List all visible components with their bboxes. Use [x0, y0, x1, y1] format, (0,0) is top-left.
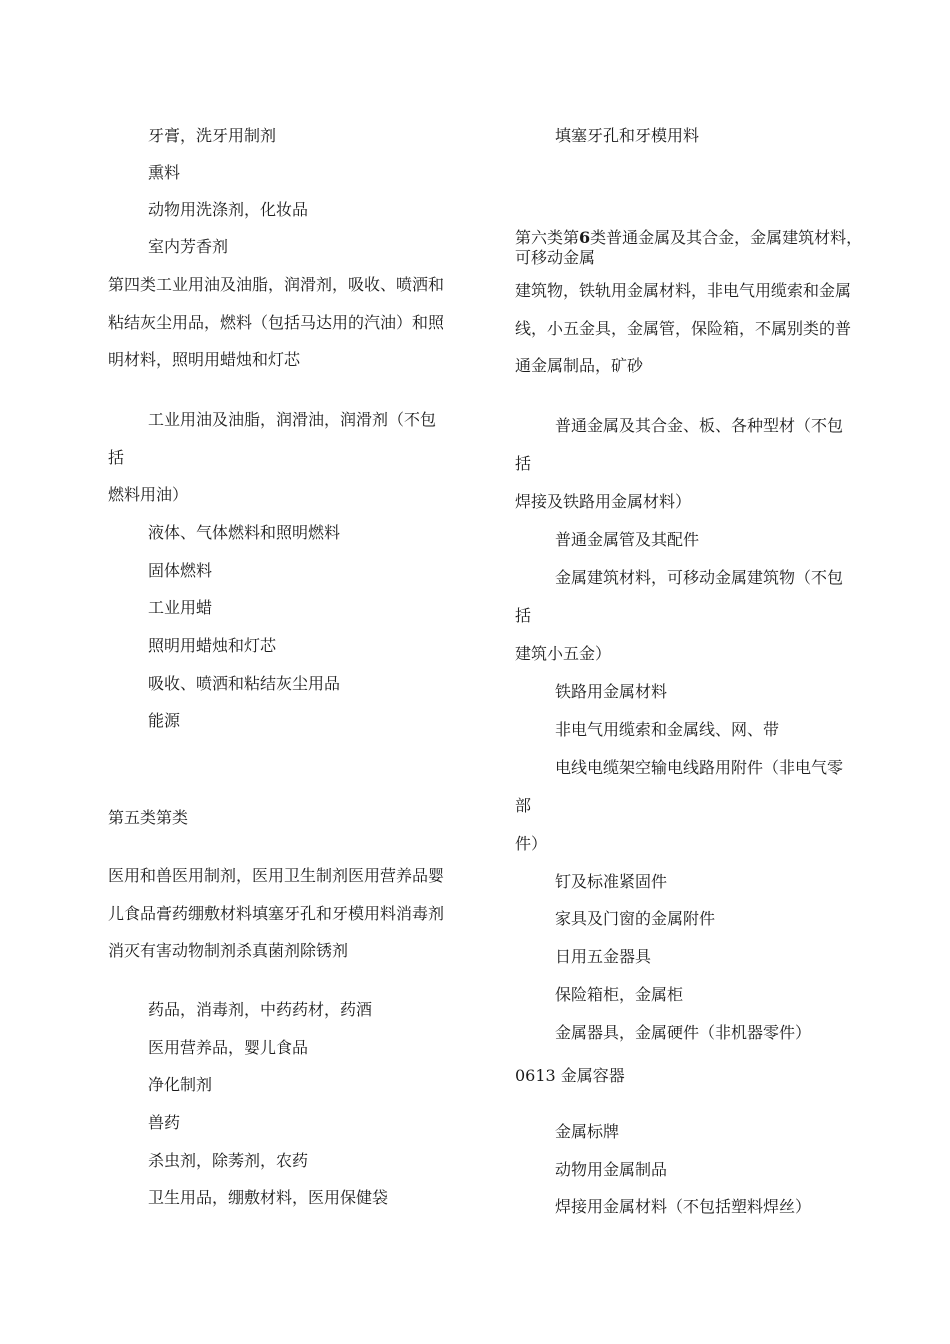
item-nails-fasteners: 钉及标准紧固件	[555, 872, 668, 891]
item-common-metals-cont2: 焊接及铁路用金属材料）	[515, 492, 692, 511]
class4-heading-line1: 第四类工业用油及油脂，润滑剂，吸收、喷洒和	[108, 275, 445, 294]
class5-title: 第五类第类	[108, 808, 189, 827]
class5-heading-line1: 医用和兽医用制剂，医用卫生制剂医用营养品婴	[108, 866, 445, 885]
item-dental-filling: 填塞牙孔和牙模用料	[555, 126, 700, 145]
item-railway-metals: 铁路用金属材料	[555, 682, 668, 701]
item-metal-signs: 金属标牌	[555, 1122, 620, 1141]
item-metal-building-materials: 金属建筑材料，可移动金属建筑物（不包	[555, 568, 844, 587]
item-industrial-wax: 工业用蜡	[148, 598, 213, 617]
item-safes: 保险箱柜，金属柜	[555, 985, 684, 1004]
class4-heading-line3: 明材料，照明用蜡烛和灯芯	[108, 350, 301, 369]
item-room-fragrance: 室内芳香剂	[148, 237, 229, 256]
item-fumigant: 熏料	[148, 163, 181, 182]
class5-heading-line2: 儿食品膏药绷敷材料填塞牙孔和牙模用料消毒剂	[108, 904, 445, 923]
item-medical-nutrition: 医用营养品，婴儿食品	[148, 1038, 309, 1057]
item-common-metals: 普通金属及其合金、板、各种型材（不包	[555, 416, 844, 435]
class4-heading-line2: 粘结灰尘用品，燃料（包括马达用的汽油）和照	[108, 313, 445, 332]
item-sanitary-products: 卫生用品，绷敷材料，医用保健袋	[148, 1188, 389, 1207]
class6-prefix: 第六类第	[515, 228, 580, 247]
item-dust-products: 吸收、喷洒和粘结灰尘用品	[148, 674, 341, 693]
class5-heading-line3: 消灭有害动物制剂杀真菌剂除锈剂	[108, 941, 349, 960]
item-metal-building-materials-cont1: 括	[515, 606, 532, 625]
class6-suffix: 类普通金属及其合金，金属建筑材料，	[590, 228, 863, 247]
item-animal-metal-products: 动物用金属制品	[555, 1160, 668, 1179]
item-metal-implements: 金属器具，金属硬件（非机器零件）	[555, 1023, 812, 1042]
item-overhead-line-fittings-cont1: 部	[515, 796, 532, 815]
item-welding-materials: 焊接用金属材料（不包括塑料焊丝）	[555, 1197, 812, 1216]
item-industrial-oil-cont2: 燃料用油）	[108, 485, 189, 504]
item-overhead-line-fittings-cont2: 件）	[515, 834, 548, 853]
class6-heading-line4: 线，小五金具，金属管，保险箱，不属别类的普	[515, 319, 852, 338]
item-furniture-fittings: 家具及门窗的金属附件	[555, 909, 716, 928]
item-hardware: 日用五金器具	[555, 947, 652, 966]
item-animal-detergent: 动物用洗涤剂，化妆品	[148, 200, 309, 219]
item-candles-wicks: 照明用蜡烛和灯芯	[148, 636, 277, 655]
item-veterinary-drugs: 兽药	[148, 1113, 181, 1132]
item-industrial-oil-cont1: 括	[108, 448, 125, 467]
class6-heading-line1	[515, 228, 862, 248]
item-metal-pipes: 普通金属管及其配件	[555, 530, 700, 549]
item-cables-wires: 非电气用缆索和金属线、网、带	[555, 720, 780, 739]
class6-heading-line5: 通金属制品，矿砂	[515, 356, 644, 375]
item-industrial-oil: 工业用油及油脂，润滑油，润滑剂（不包	[148, 410, 437, 429]
item-common-metals-cont1: 括	[515, 454, 532, 473]
item-metal-containers: 0613 金属容器	[515, 1066, 625, 1085]
item-energy: 能源	[148, 711, 181, 730]
item-overhead-line-fittings: 电线电缆架空输电线路用附件（非电气零	[555, 758, 844, 777]
class6-heading-line2: 可移动金属	[515, 248, 596, 267]
item-pesticides: 杀虫剂，除莠剂，农药	[148, 1151, 309, 1170]
item-metal-building-materials-cont2: 建筑小五金）	[515, 644, 612, 663]
item-solid-fuel: 固体燃料	[148, 561, 213, 580]
item-medicines: 药品，消毒剂，中药药材，药酒	[148, 1000, 373, 1019]
item-liquid-gas-fuel: 液体、气体燃料和照明燃料	[148, 523, 341, 542]
item-toothpaste: 牙膏，洗牙用制剂	[148, 126, 277, 145]
class6-number: 6	[579, 228, 591, 247]
item-purifying-agents: 净化制剂	[148, 1075, 213, 1094]
class6-heading-line3: 建筑物，铁轨用金属材料，非电气用缆索和金属	[515, 281, 852, 300]
